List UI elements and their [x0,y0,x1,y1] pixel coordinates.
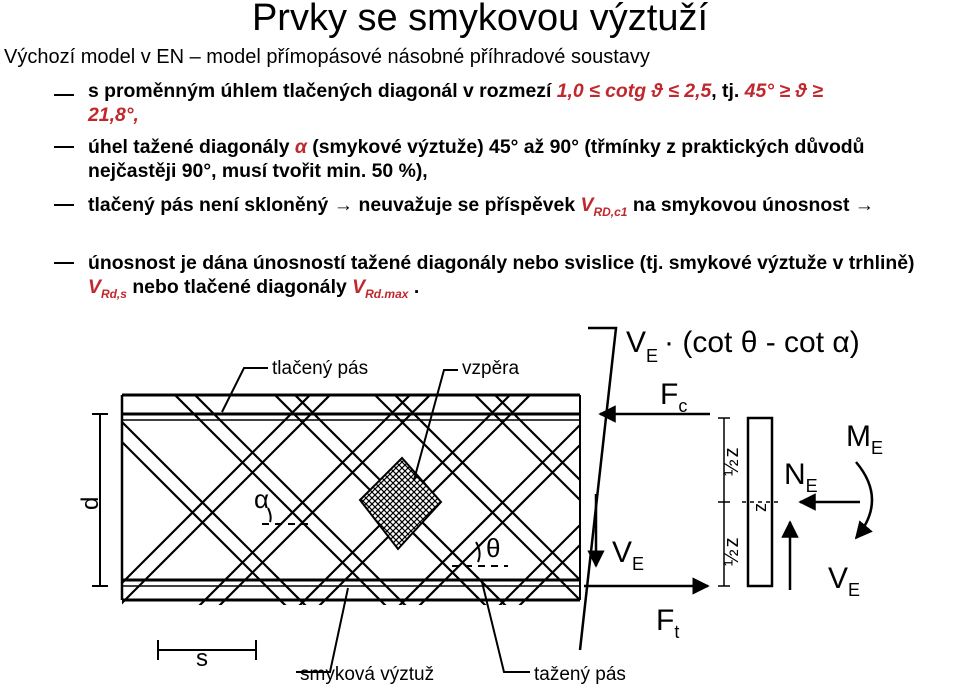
theta-symbol: θ [486,533,501,563]
label-strut: vzpěra [462,358,520,379]
tension-chord [122,580,580,586]
label-shear-reinforcement: smyková výztuž [300,664,435,685]
label-tension-chord: tažený pás [534,664,626,685]
spacing-symbol: s [196,645,208,672]
half-z-bottom: ½z [721,537,743,566]
depth-symbol: d [77,496,104,510]
ve-left-label: $V_E$ [612,536,645,574]
leader-compressed-chord [222,368,268,412]
me-label: $M_E$ [846,420,884,458]
ve-right-label: $V_E$ [828,562,861,600]
bullet-angle-range: s proměnným úhlem tlačených diagonál v rozmezí 1,0 ≤ cotg ϑ ≤ 2,5, tj. 45° ≥ ϑ ≥ 21,8°, [88,80,823,126]
beam [122,395,580,600]
section-cut-line [580,328,616,650]
ne-label: $N_E$ [784,458,818,496]
leader-tension-chord [482,582,530,672]
half-z-top: ½z [721,447,743,476]
leader-strut [414,370,458,480]
fc-label: $F_c$ [660,378,688,416]
bullet-tension-diagonal: úhel tažené diagonály α (smykové výztuže) 45° až 90° (třmínky z praktických důvodů nejčastěji 90°, musí tvořit min. 50 %), [88,136,865,182]
z-symbol: z [750,503,770,512]
ft-label: $F_t$ [656,604,680,642]
me-moment-arrow [856,462,872,538]
slide-title: Prvky se smykovou výztuží [251,0,709,39]
bullet-compressed-chord: tlačený pás není skloněný → neuvažuje se příspěvek $V_{RD,c1}$ na smykovou únosnost → [88,194,875,219]
bullet-resistance: únosnost je dána únosností tažené diagonály nebo svislice (tj. smykové výztuže v trhlině) $V_{Rd,s}$ nebo tlačené diagonály $V_{Rd.max}$ . [88,252,915,301]
label-compressed-chord: tlačený pás [272,358,369,379]
alpha-symbol: α [254,484,270,514]
formula-ve-cot: $V_E \cdot (\cot$ θ - cot α) [626,326,860,366]
intro-line: Výchozí model v EN – model přímopásové násobné příhradové soustavy [4,46,650,68]
